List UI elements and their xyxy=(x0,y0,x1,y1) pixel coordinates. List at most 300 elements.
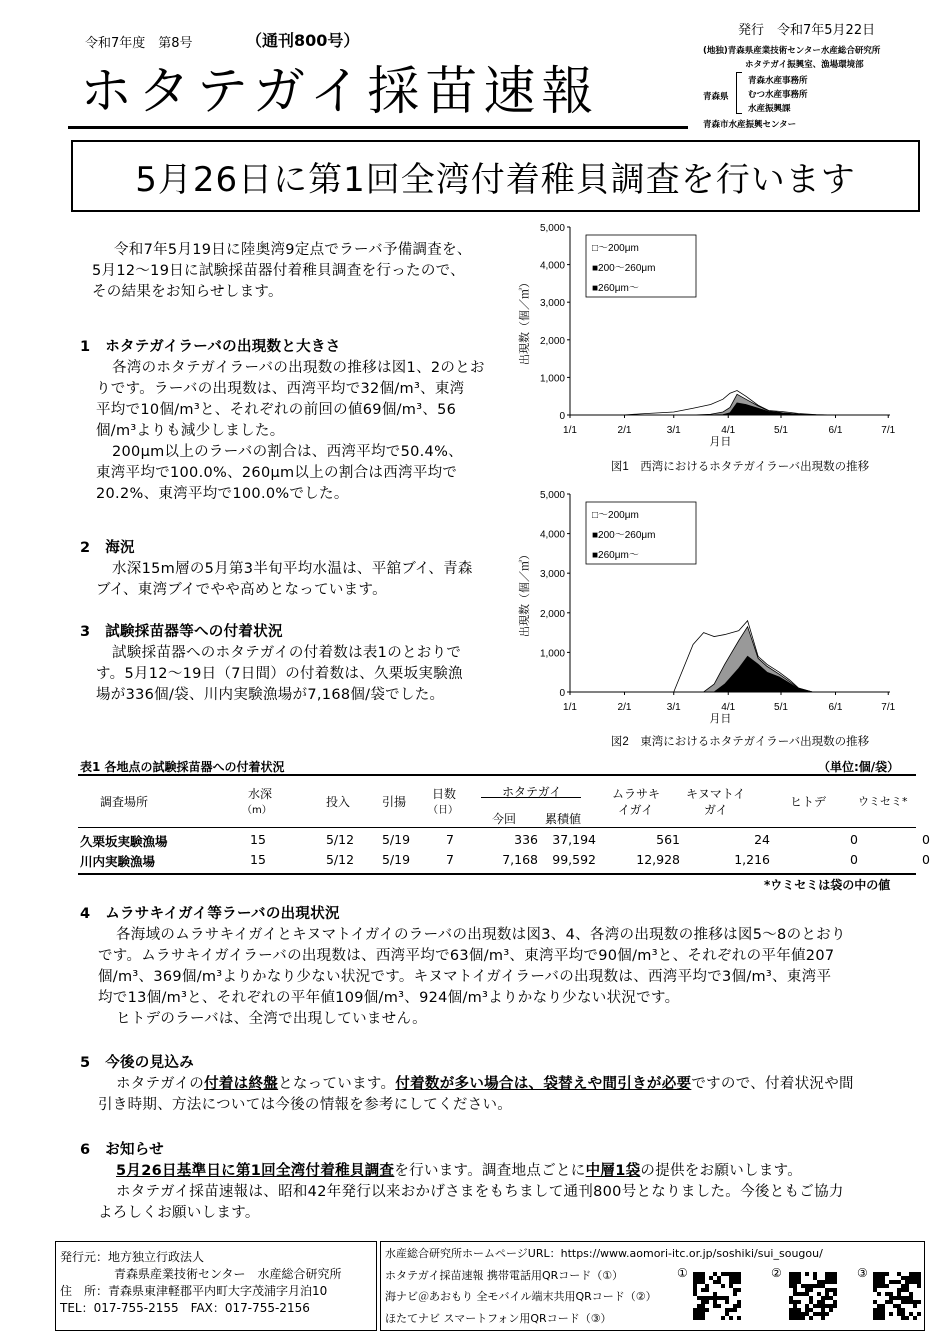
y-tick-label: 3,000 xyxy=(539,298,565,310)
s5-emphasis: 付着数が多い場合は、袋替えや間引きが必要 xyxy=(395,1076,692,1092)
chart-west-bay xyxy=(512,218,912,478)
qr-module xyxy=(713,1300,717,1304)
section-3-line: す。5月12〜19日（7日間）の付着数は、久栗坂実験漁 xyxy=(96,666,463,682)
qr-module xyxy=(713,1292,717,1296)
headline: 5月26日に第1回全湾付着稚貝調査を行います xyxy=(135,159,856,200)
qr-module xyxy=(901,1312,905,1316)
qr-module xyxy=(829,1288,833,1292)
y-tick-label: 2,000 xyxy=(539,335,565,347)
qr-module xyxy=(809,1316,813,1320)
legend-entry: ■260μm〜 xyxy=(592,283,639,294)
qr-module xyxy=(717,1296,721,1300)
y-tick-label: 0 xyxy=(559,688,565,699)
qr-module xyxy=(889,1280,893,1284)
th-out: 引揚 xyxy=(382,795,407,809)
qr-module xyxy=(793,1300,797,1304)
s6-text: の提供をお願いします。 xyxy=(640,1163,803,1179)
qr-module xyxy=(833,1288,837,1292)
qr-module xyxy=(897,1280,901,1284)
x-tick-label: 2/1 xyxy=(617,702,632,713)
publisher-1: (地独)青森県産業技術センター水産総合研究所 xyxy=(703,46,881,56)
qr-label-1: ① xyxy=(677,1266,688,1280)
qr-module xyxy=(913,1316,917,1320)
qr-module xyxy=(697,1312,701,1316)
qr-module xyxy=(733,1304,737,1308)
qr-module xyxy=(821,1312,825,1316)
x-tick-label: 7/1 xyxy=(881,425,896,436)
x-tick-label: 5/1 xyxy=(774,702,788,713)
qr-module xyxy=(789,1276,793,1280)
qr-module xyxy=(833,1272,837,1276)
qr-module xyxy=(881,1276,885,1280)
qr-module xyxy=(873,1276,877,1280)
x-tick-label: 5/1 xyxy=(774,425,788,436)
qr-module xyxy=(693,1312,697,1316)
qr-module xyxy=(897,1272,901,1276)
qr-module xyxy=(901,1300,905,1304)
qr-module xyxy=(813,1272,817,1276)
table-cell: 1,216 xyxy=(734,852,770,867)
intro-line: その結果をお知らせします。 xyxy=(92,284,283,300)
qr-module xyxy=(737,1304,741,1308)
qr-module xyxy=(733,1280,737,1284)
section-1-line: りです。ラーバの出現数は、西湾平均で32個/m³、東湾 xyxy=(96,381,465,397)
footer-publisher-box xyxy=(55,1241,377,1331)
section-6-line: よろしくお願いします。 xyxy=(98,1205,260,1221)
qr-module xyxy=(877,1276,881,1280)
qr-module xyxy=(793,1292,797,1296)
table-unit: （単位:個/袋） xyxy=(818,760,900,774)
qr-module xyxy=(829,1308,833,1312)
qr-module xyxy=(825,1272,829,1276)
qr-module xyxy=(877,1284,881,1288)
qr-module xyxy=(705,1296,709,1300)
qr-module xyxy=(793,1304,797,1308)
section-4-line: 均で13個/m³と、それぞれの平年値109個/m³、924個/m³よりかなり少ない状況です。 xyxy=(98,990,680,1006)
x-tick-label: 3/1 xyxy=(666,702,681,713)
qr-module xyxy=(905,1284,909,1288)
qr-module xyxy=(721,1296,725,1300)
qr-module xyxy=(901,1276,905,1280)
qr-module xyxy=(789,1272,793,1276)
qr-module xyxy=(881,1312,885,1316)
qr-module xyxy=(885,1292,889,1296)
qr-module xyxy=(701,1272,705,1276)
qr-module xyxy=(881,1308,885,1312)
qr-module xyxy=(733,1272,737,1276)
qr-module xyxy=(873,1316,877,1320)
qr-module xyxy=(705,1308,709,1312)
section-4-heading: 4 ムラサキイガイ等ラーバの出現状況 xyxy=(80,906,340,922)
qr-module xyxy=(793,1276,797,1280)
qr-module xyxy=(833,1276,837,1280)
qr-module xyxy=(805,1284,809,1288)
qr-module xyxy=(825,1276,829,1280)
x-tick-label: 1/1 xyxy=(563,702,577,713)
qr-module xyxy=(697,1308,701,1312)
qr-module xyxy=(881,1284,885,1288)
section-1-line: 平均で10個/m³と、それぞれの前回の値69個/m³、56 xyxy=(96,402,457,418)
s6-emphasis: 中層1袋 xyxy=(585,1163,641,1179)
qr-module xyxy=(705,1300,709,1304)
section-5 xyxy=(80,1053,926,1116)
qr-module xyxy=(909,1312,913,1316)
table-note: *ウミセミは袋の中の値 xyxy=(764,878,891,892)
th-kinu-1: キヌマトイ xyxy=(686,787,746,801)
qr-module xyxy=(877,1292,881,1296)
qr-module xyxy=(833,1304,837,1308)
qr-module xyxy=(797,1312,801,1316)
qr-module xyxy=(793,1288,797,1292)
table-cell: 12,928 xyxy=(636,852,680,867)
qr-module xyxy=(797,1316,801,1320)
qr-module xyxy=(917,1284,921,1288)
qr-module xyxy=(721,1272,725,1276)
qr-module xyxy=(725,1308,729,1312)
qr-module xyxy=(729,1308,733,1312)
qr-module xyxy=(825,1296,829,1300)
qr-module xyxy=(901,1308,905,1312)
qr-module xyxy=(817,1300,821,1304)
x-tick-label: 6/1 xyxy=(828,702,843,713)
qr-module xyxy=(901,1284,905,1288)
qr-module xyxy=(909,1280,913,1284)
qr-module xyxy=(885,1284,889,1288)
qr-module xyxy=(901,1296,905,1300)
qr-module xyxy=(889,1292,893,1296)
table-cell: 561 xyxy=(656,832,680,847)
section-6-heading: 6 お知らせ xyxy=(80,1142,164,1158)
qr-module xyxy=(877,1316,881,1320)
qr-module xyxy=(729,1280,733,1284)
qr-module xyxy=(901,1288,905,1292)
qr-module xyxy=(701,1276,705,1280)
x-tick-label: 3/1 xyxy=(666,425,681,436)
qr-module xyxy=(797,1272,801,1276)
qr-module xyxy=(897,1312,901,1316)
legend-entry: ■200〜260μm xyxy=(592,530,656,541)
qr-module xyxy=(805,1308,809,1312)
section-4-line: 各海域のムラサキイガイとキヌマトイガイのラーバの出現数は図3、4、各湾の出現数の推移は図5〜8のとおり xyxy=(116,927,846,943)
x-tick-label: 4/1 xyxy=(721,702,736,713)
qr-module xyxy=(701,1280,705,1284)
qr-module xyxy=(705,1284,709,1288)
qr-module xyxy=(733,1276,737,1280)
qr-module xyxy=(797,1308,801,1312)
qr-module xyxy=(817,1284,821,1288)
qr-module xyxy=(713,1304,717,1308)
section-5-line: 引き時期、方法については今後の情報を参考にしてください。 xyxy=(98,1097,513,1113)
qr-module xyxy=(901,1316,905,1320)
qr-module xyxy=(905,1280,909,1284)
qr-module xyxy=(897,1304,901,1308)
publisher-3: 青森市水産振興センター xyxy=(703,120,797,130)
qr-module xyxy=(801,1312,805,1316)
qr-module xyxy=(805,1304,809,1308)
section-1-line: 200μm以上のラーバの割合は、西湾平均で50.4%、 xyxy=(112,444,463,460)
table-cell: 0 xyxy=(922,852,930,867)
y-tick-label: 5,000 xyxy=(539,490,565,501)
table-cell: 7,168 xyxy=(502,852,538,867)
qr-module xyxy=(721,1316,725,1320)
qr-module xyxy=(893,1280,897,1284)
qr-module xyxy=(909,1272,913,1276)
qr-module xyxy=(913,1300,917,1304)
qr-module xyxy=(829,1296,833,1300)
qr-module xyxy=(697,1316,701,1320)
qr-module xyxy=(817,1304,821,1308)
qr-code-1[interactable] xyxy=(693,1272,747,1326)
qr-module xyxy=(817,1280,821,1284)
qr-module xyxy=(697,1280,701,1284)
section-6-line xyxy=(98,1161,926,1182)
table-cell: 0 xyxy=(850,852,858,867)
qr-module xyxy=(701,1304,705,1308)
footer-links-box xyxy=(380,1241,925,1331)
y-tick-label: 1,000 xyxy=(539,373,565,385)
qr-caption-1: ホタテガイ採苗速報 携帯電話用QRコード（①） xyxy=(385,1269,624,1282)
qr-module xyxy=(737,1288,741,1292)
qr-module xyxy=(697,1276,701,1280)
table-cell: 336 xyxy=(514,832,538,847)
issue-total: （通刊800号） xyxy=(246,31,360,50)
qr-module xyxy=(693,1272,697,1276)
table-row xyxy=(78,852,930,872)
qr-module xyxy=(913,1304,917,1308)
qr-caption-2: 海ナビ＠あおもり 全モバイル端末共用QRコード（②） xyxy=(385,1290,657,1303)
qr-module xyxy=(801,1292,805,1296)
section-4-line: ヒトデのラーバは、全湾で出現していません。 xyxy=(116,1011,427,1027)
qr-module xyxy=(909,1300,913,1304)
qr-module xyxy=(797,1300,801,1304)
table-cell: 0 xyxy=(850,832,858,847)
qr-module xyxy=(793,1284,797,1288)
qr-module xyxy=(873,1308,877,1312)
chart-title: 図2 東湾におけるホタテガイラーバ出現数の推移 xyxy=(610,736,870,748)
qr-module xyxy=(825,1288,829,1292)
qr-module xyxy=(905,1316,909,1320)
x-axis-label: 月日 xyxy=(709,713,732,725)
qr-module xyxy=(873,1284,877,1288)
qr-module xyxy=(885,1300,889,1304)
qr-module xyxy=(909,1276,913,1280)
qr-module xyxy=(905,1296,909,1300)
qr-module xyxy=(733,1288,737,1292)
table-cell: 99,592 xyxy=(552,852,596,867)
y-axis-label: 出現数（個／㎥） xyxy=(519,549,531,637)
table-cell: 37,194 xyxy=(552,832,596,847)
qr-module xyxy=(833,1300,837,1304)
qr-module xyxy=(809,1308,813,1312)
qr-module xyxy=(793,1272,797,1276)
qr-module xyxy=(693,1284,697,1288)
qr-module xyxy=(821,1280,825,1284)
qr-code-3[interactable] xyxy=(873,1272,923,1326)
qr-module xyxy=(821,1308,825,1312)
qr-module xyxy=(809,1284,813,1288)
qr-module xyxy=(817,1292,821,1296)
qr-module xyxy=(873,1288,877,1292)
series-area-1 xyxy=(570,391,834,415)
qr-module xyxy=(729,1316,733,1320)
qr-module xyxy=(693,1276,697,1280)
section-2-heading: 2 海況 xyxy=(80,540,135,556)
qr-module xyxy=(905,1276,909,1280)
qr-module xyxy=(889,1312,893,1316)
qr-module xyxy=(881,1304,885,1308)
table-cell: 川内実験漁場 xyxy=(80,854,156,869)
qr-module xyxy=(917,1276,921,1280)
section-2-line: ブイ、東湾ブイでやや高めとなっています。 xyxy=(96,582,387,598)
section-3-line: 場が336個/袋、川内実験漁場が7,168個/袋でした。 xyxy=(96,687,445,703)
section-2 xyxy=(80,538,520,601)
qr-module xyxy=(893,1296,897,1300)
qr-module xyxy=(913,1280,917,1284)
qr-module xyxy=(917,1312,921,1316)
qr-module xyxy=(873,1300,877,1304)
qr-module xyxy=(701,1300,705,1304)
qr-module xyxy=(897,1288,901,1292)
qr-module xyxy=(813,1304,817,1308)
qr-label-3: ③ xyxy=(857,1266,868,1280)
qr-module xyxy=(789,1284,793,1288)
y-tick-label: 2,000 xyxy=(539,608,565,620)
homepage-url-link[interactable]: 水産総合研究所ホームページURL：https://www.aomori-itc.or.jp/soshiki/sui_sougou/ xyxy=(385,1247,823,1260)
y-axis-label: 出現数（個／㎥） xyxy=(519,277,531,365)
office-2: むつ水産事務所 xyxy=(748,90,808,100)
qr-module xyxy=(789,1316,793,1320)
th-cum: 累積値 xyxy=(545,812,582,826)
qr-module xyxy=(801,1316,805,1320)
qr-module xyxy=(821,1296,825,1300)
section-2-line: 水深15m層の5月第3半旬平均水温は、平舘ブイ、青森 xyxy=(112,561,473,577)
qr-module xyxy=(821,1316,825,1320)
footer-left-line: 発行元：地方独立行政法人 xyxy=(60,1250,205,1264)
qr-label-2: ② xyxy=(771,1266,782,1280)
section-3-line: 試験採苗器へのホタテガイの付着数は表1のとおりで xyxy=(112,645,462,661)
th-days: 日数 xyxy=(432,787,457,801)
qr-module xyxy=(881,1316,885,1320)
qr-module xyxy=(797,1280,801,1284)
qr-module xyxy=(913,1276,917,1280)
table-cell: 久栗坂実験漁場 xyxy=(80,834,168,849)
qr-module xyxy=(873,1312,877,1316)
qr-module xyxy=(697,1296,701,1300)
th-mura-1: ムラサキ xyxy=(612,787,661,801)
qr-module xyxy=(885,1272,889,1276)
issue-number: 令和7年度 第8号 xyxy=(85,36,193,51)
qr-module xyxy=(873,1280,877,1284)
y-tick-label: 4,000 xyxy=(539,260,565,272)
qr-module xyxy=(825,1292,829,1296)
x-tick-label: 7/1 xyxy=(881,702,896,713)
qr-module xyxy=(877,1280,881,1284)
headline-box xyxy=(71,140,920,212)
qr-module xyxy=(693,1316,697,1320)
qr-module xyxy=(909,1296,913,1300)
qr-module xyxy=(877,1312,881,1316)
th-umisemi: ウミセミ* xyxy=(858,795,908,808)
qr-module xyxy=(789,1308,793,1312)
table-cell: 5/19 xyxy=(381,832,411,847)
qr-module xyxy=(909,1292,913,1296)
qr-module xyxy=(701,1288,705,1292)
table-top-rule xyxy=(78,774,916,776)
qr-module xyxy=(697,1304,701,1308)
qr-module xyxy=(725,1300,729,1304)
chart-title: 図1 西湾におけるホタテガイラーバ出現数の推移 xyxy=(610,461,870,473)
th-depth: 水深 xyxy=(248,787,273,801)
legend-entry: □〜200μm xyxy=(592,510,639,521)
legend-entry: ■200〜260μm xyxy=(592,263,656,274)
qr-module xyxy=(889,1300,893,1304)
qr-module xyxy=(809,1296,813,1300)
qr-module xyxy=(797,1276,801,1280)
title-rule xyxy=(68,126,688,129)
qr-module xyxy=(709,1296,713,1300)
x-tick-label: 1/1 xyxy=(563,425,577,436)
qr-module xyxy=(825,1280,829,1284)
footer-left-line: 住 所：青森県東津軽郡平内町大字茂浦字月泊10 xyxy=(60,1284,328,1298)
qr-module xyxy=(905,1300,909,1304)
section-1-line: 各湾のホタテガイラーバの出現数の推移は図1、2のとお xyxy=(112,360,485,376)
qr-caption-3: ほたてナビ スマートフォン用QRコード（③） xyxy=(385,1312,612,1325)
qr-module xyxy=(709,1276,713,1280)
qr-module xyxy=(889,1296,893,1300)
qr-module xyxy=(821,1304,825,1308)
s6-text: を行います。調査地点ごとに xyxy=(394,1163,586,1179)
qr-module xyxy=(917,1280,921,1284)
legend-entry: □〜200μm xyxy=(592,243,639,254)
qr-module xyxy=(693,1292,697,1296)
qr-module xyxy=(729,1272,733,1276)
qr-module xyxy=(805,1288,809,1292)
qr-module xyxy=(737,1280,741,1284)
table-cell: 15 xyxy=(250,852,266,867)
section-1-line: 20.2%、東湾平均で100.0%でした。 xyxy=(96,486,349,502)
table-cell: 7 xyxy=(446,832,454,847)
x-axis-label: 月日 xyxy=(709,436,732,448)
qr-module xyxy=(789,1296,793,1300)
qr-module xyxy=(701,1312,705,1316)
qr-module xyxy=(877,1308,881,1312)
y-tick-label: 5,000 xyxy=(539,223,565,234)
qr-code-2[interactable] xyxy=(789,1272,843,1326)
th-now: 今回 xyxy=(492,812,517,826)
qr-module xyxy=(813,1312,817,1316)
th-mura-2: イガイ xyxy=(618,803,654,817)
x-tick-label: 6/1 xyxy=(828,425,843,436)
qr-module xyxy=(917,1272,921,1276)
qr-module xyxy=(737,1276,741,1280)
qr-module xyxy=(913,1272,917,1276)
section-1-line: 東湾平均で100.0%、260μm以上の割合は西湾平均で xyxy=(96,465,458,481)
qr-module xyxy=(789,1300,793,1304)
qr-module xyxy=(729,1284,733,1288)
qr-module xyxy=(737,1300,741,1304)
section-6-line: ホタテガイ採苗速報は、昭和42年発行以来おかげさまをもちまして通刊800号となりました。今後ともご協力 xyxy=(116,1184,844,1200)
qr-module xyxy=(829,1280,833,1284)
y-tick-label: 4,000 xyxy=(539,529,565,541)
qr-module xyxy=(809,1300,813,1304)
section-5-heading: 5 今後の見込み xyxy=(80,1055,194,1071)
qr-module xyxy=(705,1288,709,1292)
qr-module xyxy=(701,1308,705,1312)
pref-label: 青森県 xyxy=(703,92,729,102)
qr-module xyxy=(713,1280,717,1284)
qr-module xyxy=(733,1308,737,1312)
intro xyxy=(92,240,522,303)
